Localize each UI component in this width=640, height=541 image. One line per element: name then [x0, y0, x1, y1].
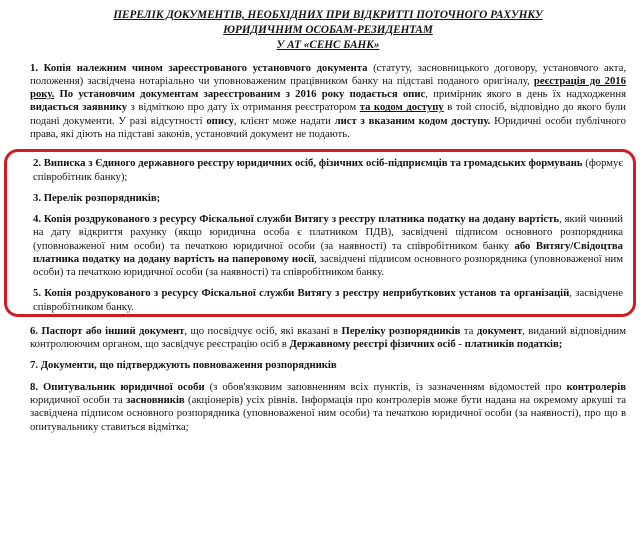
text-run: 1. Копія належним чином зареєстрованого установчого документа: [30, 61, 374, 74]
text-run: Юридичні особи публічного права, які діють на підставі законів, установчий документ не подають.: [30, 114, 627, 140]
paragraph-item-3: [33, 192, 623, 205]
text-run: видається заявнику: [30, 101, 128, 114]
text-run: Переліку розпорядників: [341, 324, 461, 337]
text-run: та: [460, 324, 477, 337]
text-run: документ: [476, 324, 523, 337]
text-run: та кодом доступу: [359, 101, 444, 114]
paragraph-item-8: [30, 381, 626, 434]
title-line-1: ПЕРЕЛІК ДОКУМЕНТІВ, НЕОБХІДНИХ ПРИ ВІДКРИТТІ ПОТОЧНОГО РАХУНКУ: [113, 9, 543, 21]
text-run: , засвідчене співробітником банку.: [33, 287, 623, 313]
text-run: (акціонерів) усіх рівнів. Інформація про контролерів може бути надана на окремому аркуші та засвідчена підписом основного розпорядника (уповноваженої ним особи) та печаткою юридичної особи (за наявності), про що в опитувальнику ставиться відмітка;: [30, 393, 627, 433]
text-run: реєстрація до 2016 року.: [30, 74, 626, 101]
text-run: 8. Опитувальник юридичної особи: [30, 380, 210, 393]
text-run: , примірник якого в день їх надходження: [425, 88, 626, 101]
text-run: По установчим документам зареєстрованим з 2016 року подається опис: [54, 88, 426, 101]
text-run: , який чинний на дату відкриття рахунку (якщо юридична особа є платником ПДВ), засвідчені підписом основного розпорядника (уповноваженої ним особи) та печаткою юридичної особи (за наявності) та співробітником банку: [33, 213, 623, 252]
text-run: 4. Копія роздрукованого з ресурсу Фіскальної служби Витягу з реєстру платника податку на додану вартість: [33, 213, 560, 226]
text-run: Державному реєстрі фізичних осіб - платників податків;: [289, 338, 563, 351]
highlight-box: [4, 149, 636, 317]
text-run: , засвідчені підписом основного розпорядника (уповноваженої ним особи) та печаткою юридичної особи (за наявності) та співробітником банку.: [33, 252, 624, 279]
paragraph-item-6: [30, 325, 626, 352]
title-line-3: У АТ «СЕНС БАНК»: [276, 38, 380, 51]
document-title: [30, 9, 626, 53]
text-run: засновників: [126, 393, 185, 406]
text-run: 7. Документи, що підтверджують повноваження розпорядників: [30, 359, 337, 372]
text-run: контролерів: [566, 380, 626, 393]
text-run: опису: [206, 114, 234, 127]
text-run: в той спосіб, відповідно до якого були подані документи. У разі відсутності: [30, 101, 626, 127]
text-run: 3. Перелік розпорядників;: [33, 191, 161, 204]
text-run: юридичної особи та: [30, 393, 127, 406]
text-run: 2. Виписка з Єдиного державного реєстру юридичних осіб, фізичних осіб-підприємців та громадських формувань: [33, 157, 586, 170]
text-run: з відміткою про дату їх отримання реєстратором: [127, 101, 360, 114]
text-run: 5. Копія роздрукованого з ресурсу Фіскальної служби Витягу з реєстру неприбуткових установ та організацій: [33, 287, 570, 300]
paragraph-item-4: [33, 213, 623, 279]
text-run: або Витягу/Свідоцтва платника податку на додану вартість на паперовому носії: [33, 239, 623, 265]
paragraph-item-1: [30, 62, 626, 142]
paragraph-item-2: [33, 157, 623, 184]
paragraph-item-5: [33, 287, 623, 314]
text-run: , що посвідчує осіб, які вказані в: [184, 324, 342, 337]
title-line-2: ЮРИДИЧНИМ ОСОБАМ-РЕЗИДЕНТАМ: [223, 23, 433, 36]
paragraph-item-7: [30, 359, 626, 372]
text-run: (формує співробітник банку);: [33, 157, 623, 183]
text-run: лист з вказаним кодом доступу.: [334, 114, 491, 127]
text-run: , клієнт може надати: [233, 114, 335, 127]
text-run: (статуту, засновницького договору, установчого акта, положення) засвідчена нотаріально чи уповноваженим працівником банку на підставі поданого оригіналу,: [30, 61, 626, 87]
text-run: (з обов'язковим заповненням всіх пунктів, із зазначенням відомостей про: [209, 380, 567, 393]
text-run: , виданий відповідним контролюючим органом, що засвідчує реєстрацію осіб в: [30, 324, 627, 351]
text-run: 6. Паспорт або інший документ: [30, 324, 185, 337]
